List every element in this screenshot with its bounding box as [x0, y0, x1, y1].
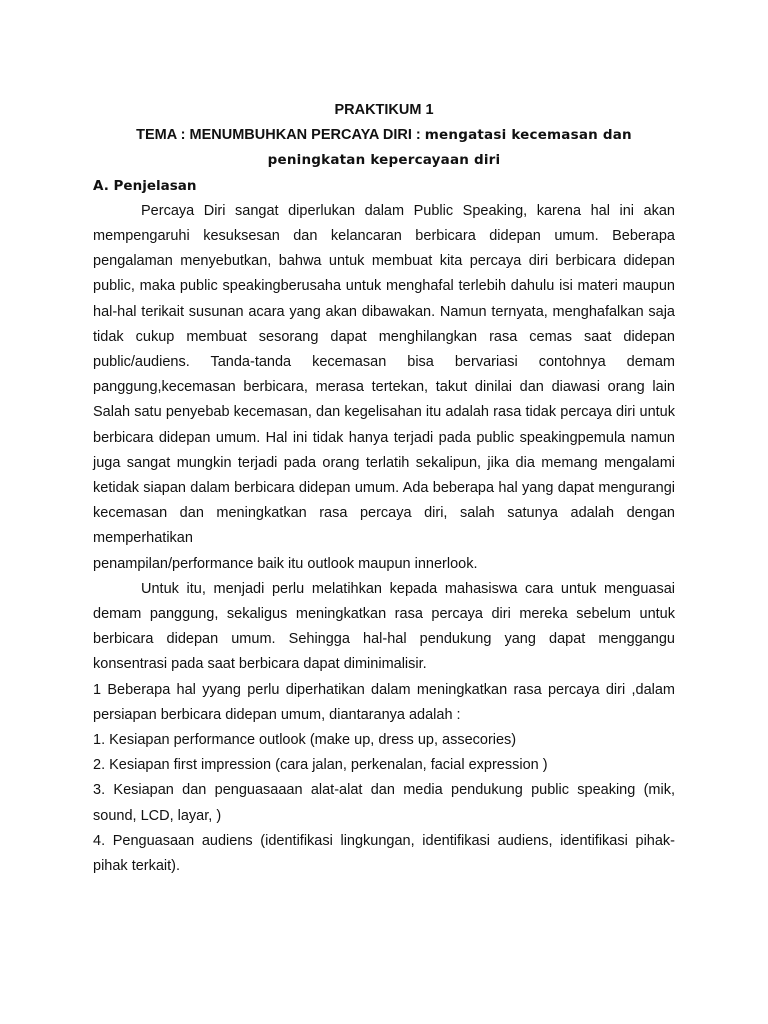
- theme-subtitle-line1: mengatasi kecemasan dan: [424, 127, 632, 144]
- paragraph-2: Untuk itu, menjadi perlu melatihkan kepada mahasiswa cara untuk menguasai demam panggung, sekaligus meningkatkan rasa percaya diri mereka sebelum untuk berbicara didepan umum. Sehingga hal-hal pendukung yang dapat menggangu konsentrasi pada saat berbicara dapat diminimalisir.: [93, 580, 675, 673]
- list-intro: 1 Beberapa hal yyang perlu diperhatikan dalam meningkatkan rasa percaya diri ,dalam persiapan berbicara didepan umum, diantaranya adalah :: [93, 681, 675, 723]
- paragraph-1: Percaya Diri sangat diperlukan dalam Public Speaking, karena hal ini akan mempengaruhi kesuksesan dan kelancaran berbicara didepan umum. Beberapa pengalaman menyebutkan, bahwa untuk membuat kita percaya diri berbicara didepan public, maka public speakingberusaha untuk menghafal terlebih dahulu isi materi maupun hal-hal terikait susunan acara yang akan dibawakan. Namun ternyata, menghafalkan saja tidak cukup membuat sesorang dapat menghilangkan rasa cemas saat didepan public/audiens. Tanda-tanda kecemasan bisa bervariasi contohnya demam panggung,kecemasan berbicara, merasa tertekan, takut dinilai dan diawasi orang lain Salah satu penyebab kecemasan, dan kegelisahan itu adalah rasa tidak percaya diri untuk berbicara didepan umum. Hal ini tidak hanya terjadi pada public speakingpemula namun juga sangat mungkin terjadi pada orang terlatih sekalipun, jika dia memang mengalami ketidak siapan dalam berbicara didepan umum. Ada beberapa hal yang dapat mengurangi kecemasan dan meningkatkan rasa percaya diri, salah satunya adalah dengan memperhatikan: [93, 202, 675, 547]
- list-item: 2. Kesiapan first impression (cara jalan, perkenalan, facial expression ): [93, 757, 548, 774]
- document-title: PRAKTIKUM 1: [334, 102, 434, 118]
- document-theme: [93, 123, 675, 173]
- section-heading: A. Penjelasan: [93, 177, 197, 194]
- list-item: 3. Kesiapan dan penguasaaan alat-alat dan media pendukung public speaking (mik, sound, LCD, layar, ): [93, 782, 675, 824]
- list-item: 1. Kesiapan performance outlook (make up, dress up, assecories): [93, 732, 517, 749]
- theme-prefix: TEMA : MENUMBUHKAN PERCAYA DIRI :: [136, 127, 425, 144]
- theme-subtitle-line2: peningkatan kepercayaan diri: [267, 152, 501, 169]
- document-page: [93, 98, 675, 879]
- paragraph-1-tail: penampilan/performance baik itu outlook maupun innerlook.: [93, 555, 478, 572]
- list-item: 4. Penguasaan audiens (identifikasi lingkungan, identifikasi audiens, identifikasi pihak-pihak terkait).: [93, 832, 675, 875]
